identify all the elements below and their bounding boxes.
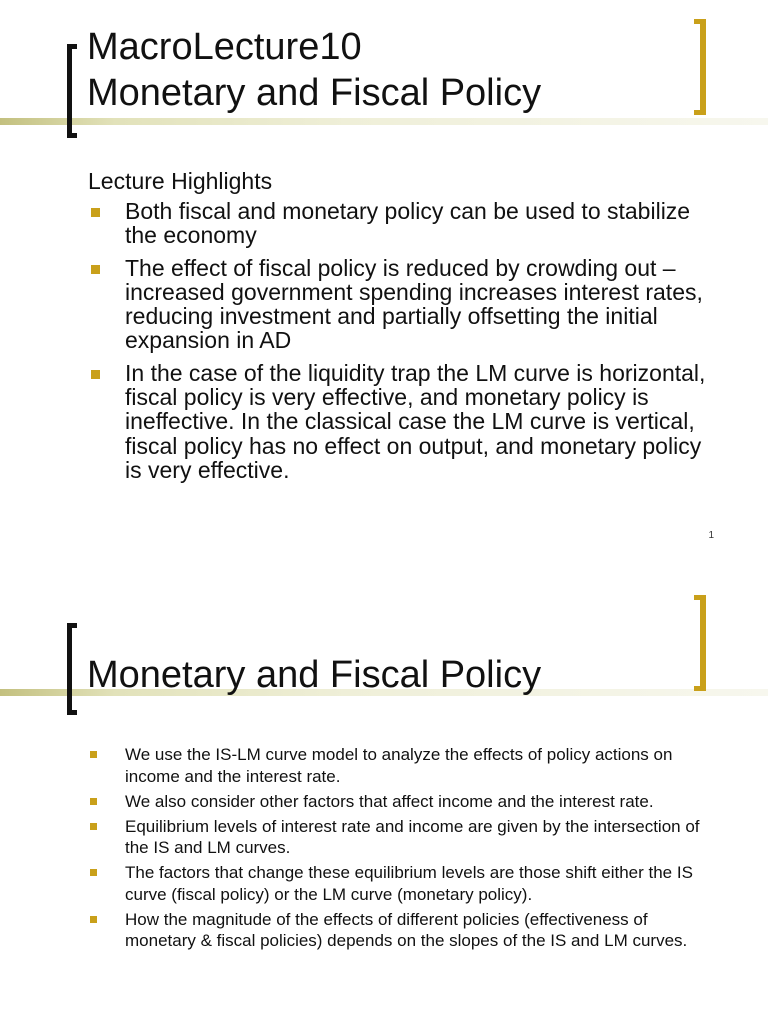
policy-points-list xyxy=(88,744,718,955)
right-bracket-decoration xyxy=(694,595,706,691)
page-number: 1 xyxy=(708,530,714,541)
slide-title-line-1: MacroLecture10 xyxy=(87,26,362,68)
list-item-text: We use the IS-LM curve model to analyze the effects of policy actions on income and the interest rate. xyxy=(125,745,673,786)
title-underline-band xyxy=(0,118,768,125)
list-item-text: Equilibrium levels of interest rate and income are given by the intersection of the IS and LM curves. xyxy=(125,816,700,857)
bullet-square-icon xyxy=(91,208,100,217)
slide-title xyxy=(87,24,541,116)
left-bracket-decoration xyxy=(67,623,77,715)
list-item-text: How the magnitude of the effects of different policies (effectiveness of monetary & fiscal policies) depends on the slopes of the IS and LM curves. xyxy=(125,909,688,950)
list-item xyxy=(88,816,718,859)
list-item xyxy=(88,909,718,952)
list-item-text: The factors that change these equilibrium levels are those shift either the IS curve (fiscal policy) or the LM curve (monetary policy). xyxy=(125,863,693,904)
bullet-square-icon xyxy=(91,265,100,274)
list-item-text: Both fiscal and monetary policy can be used to stabilize the economy xyxy=(125,198,691,249)
left-bracket-decoration xyxy=(67,44,77,138)
right-bracket-decoration xyxy=(694,19,706,115)
slide-title-line-2: Monetary and Fiscal Policy xyxy=(87,72,542,114)
list-item xyxy=(88,256,708,353)
bullet-square-icon xyxy=(90,798,97,805)
highlights-list xyxy=(88,199,708,490)
list-item-text: The effect of fiscal policy is reduced by crowding out – increased government spending increases interest rates, reducing investment and partially offsetting the initial expansion in AD xyxy=(125,254,703,354)
list-item xyxy=(88,361,708,482)
bullet-square-icon xyxy=(91,370,100,379)
bullet-square-icon xyxy=(90,823,97,830)
bullet-square-icon xyxy=(90,869,97,876)
lecture-highlights-heading: Lecture Highlights xyxy=(88,168,273,194)
bullet-square-icon xyxy=(90,916,97,923)
list-item xyxy=(88,199,708,248)
list-item xyxy=(88,744,718,787)
list-item xyxy=(88,862,718,905)
list-item xyxy=(88,791,718,813)
slide-2 xyxy=(0,576,768,1024)
slide-title: Monetary and Fiscal Policy xyxy=(87,654,542,696)
list-item-text: We also consider other factors that affect income and the interest rate. xyxy=(125,791,654,811)
bullet-square-icon xyxy=(90,751,97,758)
list-item-text: In the case of the liquidity trap the LM curve is horizontal, fiscal policy is very effective, and monetary policy is ineffective. In the classical case the LM curve is vertical, fiscal policy has no effect on output, and monetary policy is very effective. xyxy=(125,359,706,483)
